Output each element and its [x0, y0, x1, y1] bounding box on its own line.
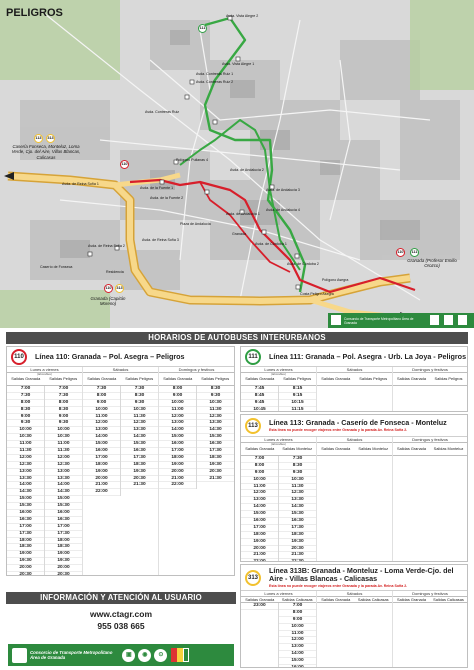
departure-time: 16:00 [45, 510, 82, 517]
destination-granada-right: Granada (Profesor Emilio Orozco) [407, 258, 457, 269]
departure-time: 11:30 [7, 448, 44, 455]
departure-time: 19:00 [241, 539, 278, 546]
section-info: INFORMACIÓN Y ATENCIÓN AL USUARIO [6, 592, 236, 604]
col-salidas-peligros: Salidas Peligros [45, 376, 83, 386]
line-113-title: Línea 113: Granada - Caserío de Fonseca - Monteluz [269, 418, 447, 428]
departure-time: 21:00 [83, 482, 120, 489]
sab-heading: Sábados [317, 437, 392, 443]
line-111-title: Línea 111: Granada – Pol. Asegra - Urb. La Joya - Peligros [269, 351, 467, 361]
departure-time: 18:30 [7, 544, 44, 551]
departure-time: 10:15 [279, 400, 316, 407]
departure-time: 13:30 [121, 427, 158, 434]
map-label-avda-contreras-ruiz: Avda. Contreras Ruiz [145, 110, 180, 114]
consorcio-map-text: Consorcio de Transporte Metropolitano Área de Granada [344, 317, 414, 325]
line-111-panel [240, 346, 468, 412]
departure-time: 12:30 [197, 414, 234, 421]
town-title: PELIGROS [6, 7, 63, 19]
badge-110-map-bottom: 110 [104, 284, 113, 293]
departure-time: 22:00 [241, 559, 278, 562]
departure-time: 8:30 [45, 407, 82, 414]
departure-time: 9:45 [241, 400, 278, 407]
col-salidas-granada: Salidas Granada [7, 376, 45, 386]
map-label-fuente-1: Avda. de la Fuente 1 [140, 186, 174, 190]
departure-time: 14:00 [45, 482, 82, 489]
departure-time: 14:00 [279, 651, 316, 658]
line-113-badge: 113 [245, 418, 261, 434]
departure-time: 15:00 [279, 658, 316, 665]
col-salidas-granada: Salidas Granada [241, 376, 279, 386]
col-salidas-peligros: Salidas Peligros [355, 376, 393, 386]
departure-time: 20:30 [279, 546, 316, 553]
departure-time: 9:30 [7, 420, 44, 427]
sab-heading: Sábados [317, 591, 392, 597]
departure-time: 17:00 [83, 455, 120, 462]
col-salidas-granada: Salidas Granada [159, 376, 197, 386]
col-salidas-peligros: Salidas Peligros [121, 376, 159, 386]
departure-time: 15:00 [45, 496, 82, 503]
departure-time: 7:30 [83, 386, 120, 393]
departure-time: 13:30 [7, 476, 44, 483]
line-110-dom-peligros [197, 386, 234, 489]
departure-time: 8:30 [121, 393, 158, 400]
departure-time: 8:30 [197, 386, 234, 393]
departure-time: 12:00 [7, 455, 44, 462]
departure-time: 7:30 [7, 393, 44, 400]
departure-time: 10:00 [159, 400, 196, 407]
departure-time: 9:00 [279, 617, 316, 624]
departure-time: 18:30 [197, 455, 234, 462]
departure-time: 11:00 [83, 414, 120, 421]
departure-time: 11:30 [197, 407, 234, 414]
departure-time: 17:00 [159, 448, 196, 455]
departure-time: 14:00 [7, 482, 44, 489]
departure-time: 20:00 [83, 476, 120, 483]
departure-time: 9:30 [197, 393, 234, 400]
departure-time: 18:00 [159, 455, 196, 462]
website-link[interactable]: www.ctagr.com [89, 609, 153, 619]
departure-time: 22:00 [159, 482, 196, 489]
map-label-granada: Granada [232, 232, 246, 236]
line-113-lv-granada [241, 456, 279, 562]
departure-time: 13:00 [7, 469, 44, 476]
departure-time: 8:00 [45, 400, 82, 407]
line-313-title: Línea 313B: Granada - Monteluz - Loma Verde-Cjo. del Aire - Villas Blancas - Calicasas [269, 566, 454, 583]
departure-time: 16:30 [279, 518, 316, 525]
col-salidas-peligros: Salidas Peligros [430, 376, 467, 386]
departure-time: 16:30 [45, 517, 82, 524]
info-box [6, 606, 236, 666]
departure-time: 17:00 [45, 524, 82, 531]
route-map [0, 0, 474, 328]
line-111-badge: 111 [245, 349, 261, 365]
map-label-poligono: Polígono Pulianas 4 [176, 158, 208, 162]
departure-time: 15:30 [121, 441, 158, 448]
departure-time: 19:00 [45, 551, 82, 558]
departure-time: 23:00 [241, 603, 278, 610]
departure-time: 9:15 [279, 393, 316, 400]
lv-heading: Lunes a viernes [241, 437, 316, 443]
departure-time: 10:30 [45, 434, 82, 441]
lv-heading: Lunes a viernes [7, 367, 82, 373]
departure-time: 8:30 [279, 463, 316, 470]
departure-time: 14:30 [45, 489, 82, 496]
sab-heading: Sábados [83, 367, 158, 373]
line-113-header [241, 415, 467, 437]
departure-time: 15:30 [279, 511, 316, 518]
map-label-cordoba: Avda. de Córdoba 1 [255, 242, 287, 246]
departure-time: 9:30 [121, 400, 158, 407]
departure-time: 19:30 [7, 558, 44, 565]
line-111-table [241, 367, 467, 412]
departure-time: 8:45 [241, 393, 278, 400]
col-salidas-granada: Salidas Granada [317, 597, 355, 603]
departure-time: 22:30 [279, 559, 316, 562]
badge-313-map: 313 [46, 134, 55, 143]
consorcio-line-2: Área de Granada [30, 655, 66, 660]
badge-111-map-top: 111 [198, 24, 207, 33]
departure-time: 10:00 [83, 407, 120, 414]
departure-time: 15:00 [83, 441, 120, 448]
departure-time: 9:00 [241, 470, 278, 477]
lv-heading: Lunes a viernes [241, 367, 316, 373]
line-110-panel [6, 346, 235, 576]
col-salidas-granada: Salidas Granada [317, 446, 355, 456]
departure-time: 12:00 [241, 490, 278, 497]
col-salidas-granada: Salidas Granada [393, 597, 430, 603]
departure-time: 10:30 [121, 407, 158, 414]
departure-time: 21:00 [159, 476, 196, 483]
departure-time: 9:30 [45, 420, 82, 427]
departure-time: 9:00 [45, 414, 82, 421]
departure-time: 10:30 [197, 400, 234, 407]
departure-time: 18:00 [45, 538, 82, 545]
departure-time: 15:30 [45, 503, 82, 510]
departure-time: 13:00 [45, 469, 82, 476]
departure-time: 14:00 [83, 434, 120, 441]
badge-110-map-right: 110 [396, 248, 405, 257]
departure-time: 16:00 [7, 510, 44, 517]
departure-time: 19:00 [159, 462, 196, 469]
col-salidas-peligros: Salidas Peligros [197, 376, 235, 386]
consorcio-logo-icon [12, 648, 27, 663]
departure-time: 15:30 [197, 434, 234, 441]
departure-time: 7:00 [241, 456, 278, 463]
departure-time: 19:30 [279, 539, 316, 546]
departure-time: 11:30 [279, 484, 316, 491]
departure-time: 12:00 [279, 637, 316, 644]
departure-time: 16:00 [279, 665, 316, 668]
consorcio-line-1: Consorcio de Transporte Metropolitano [30, 649, 113, 655]
laborables-heading: (laborables) [271, 442, 286, 446]
map-label-residencia: Residencia [106, 270, 124, 274]
line-110-lv-granada [7, 386, 45, 576]
col-salidas-monteluz: Salidas Monteluz [355, 446, 393, 456]
departure-time: 10:00 [7, 427, 44, 434]
bike-icon: ⊙ [154, 649, 167, 662]
departure-time: 17:00 [241, 525, 278, 532]
departure-time: 10:00 [45, 427, 82, 434]
departure-time: 7:30 [45, 393, 82, 400]
departure-time: 10:30 [7, 434, 44, 441]
flag-stripe-green [183, 648, 189, 662]
section-horarios: HORARIOS DE AUTOBUSES INTERURBANOS [6, 332, 468, 344]
map-label-fonseca: Caserío de Fonseca [40, 265, 73, 269]
line-110-title: Línea 110: Granada – Pol. Asegra – Peligros [35, 351, 185, 361]
badge-113-map: 113 [34, 134, 43, 143]
departure-time: 16:00 [83, 448, 120, 455]
dom-heading: Domingos y festivos [393, 437, 467, 443]
departure-time: 14:30 [279, 504, 316, 511]
departure-time: 18:30 [121, 462, 158, 469]
line-313-panel [240, 564, 468, 668]
departure-time: 8:00 [159, 386, 196, 393]
destination-granada: Granada (Capitán Moreno) [90, 296, 126, 307]
map-label-costa: Costa Peligro Asegra [300, 292, 334, 296]
departure-time: 13:00 [159, 420, 196, 427]
lv-heading: Lunes a viernes [241, 591, 316, 597]
departure-time: 11:30 [45, 448, 82, 455]
departure-time: 11:00 [279, 631, 316, 638]
consorcio-logo-bar [8, 644, 234, 666]
departure-time: 12:30 [45, 462, 82, 469]
map-label-andalucia-3: Avda. de Andalucía 3 [266, 188, 300, 192]
map-label-contreras-ruiz-2: Avda. Contreras Ruiz 2 [196, 80, 234, 84]
departure-time: 8:00 [241, 463, 278, 470]
departure-time: 20:30 [197, 469, 234, 476]
departure-time: 7:00 [279, 603, 316, 610]
departure-time: 13:00 [241, 497, 278, 504]
badge-110-map: 110 [120, 160, 129, 169]
departure-time: 18:00 [241, 532, 278, 539]
departure-time: 18:30 [45, 544, 82, 551]
map-label-plaza-andalucia: Plaza de Andalucía [180, 222, 211, 226]
col-salidas-granada: Salidas Granada [317, 376, 355, 386]
departure-time: 10:00 [241, 477, 278, 484]
map-label-vista-alegre-1: Avda. Vista Alegre 1 [222, 62, 255, 66]
departure-time: 7:30 [279, 456, 316, 463]
line-110-sab-granada [83, 386, 121, 496]
departure-time: 8:00 [7, 400, 44, 407]
map-label-reina-sofia-3: Avda. de Reina Sofía 3 [142, 238, 179, 242]
map-label-fuente-2: Avda. de la Fuente 2 [150, 196, 184, 200]
line-110-lv-peligros [45, 386, 82, 576]
map-label-reina-sofia-1: Avda. de Reina Sofía 1 [62, 182, 99, 186]
departure-time: 16:30 [7, 517, 44, 524]
col-salidas-monteluz: Salidas Monteluz [279, 446, 317, 456]
departure-time: 7:00 [7, 386, 44, 393]
col-salidas-peligros: Salidas Peligros [279, 376, 317, 386]
departure-time: 9:00 [159, 393, 196, 400]
map-label-reina-sofia-2: Avda. de Reina Sofía 2 [88, 244, 125, 248]
metro-icon: ◉ [138, 649, 151, 662]
col-salidas-calicasas: Salidas Calicasas [430, 597, 467, 603]
departure-time: 20:00 [159, 469, 196, 476]
departure-time: 14:00 [241, 504, 278, 511]
col-salidas-calicasas: Salidas Calicasas [279, 597, 317, 603]
departure-time: 17:30 [121, 455, 158, 462]
departure-time: 11:00 [45, 441, 82, 448]
departure-time: 17:30 [45, 531, 82, 538]
col-salidas-granada: Salidas Granada [241, 597, 279, 603]
departure-time: 19:30 [121, 469, 158, 476]
departure-time: 17:30 [197, 448, 234, 455]
departure-time: 16:00 [241, 518, 278, 525]
departure-time: 19:30 [45, 558, 82, 565]
departure-time: 19:30 [197, 462, 234, 469]
departure-time: 19:00 [7, 551, 44, 558]
map-label-andalucia-2: Avda. de Andalucía 2 [230, 168, 264, 172]
line-113-panel [240, 414, 468, 562]
line-111-lv-granada [241, 386, 279, 412]
map-label-poligono-asegra: Polígono Asegra [322, 278, 349, 282]
line-110-dom-granada [159, 386, 197, 489]
col-salidas-calicasas: Salidas Calicasas [355, 597, 393, 603]
line-313-note: Esta línea no puede recoger viajeros entre Granada y la parada Av. Reina Sofía 2. [269, 583, 408, 588]
line-313-badge: 313 [245, 570, 261, 586]
badge-111-map-right: 111 [410, 248, 419, 257]
departure-time: 14:30 [197, 427, 234, 434]
departure-time: 17:30 [279, 525, 316, 532]
departure-time: 12:00 [83, 420, 120, 427]
departure-time: 13:30 [197, 420, 234, 427]
departure-time: 14:00 [159, 427, 196, 434]
departure-time: 8:15 [279, 386, 316, 393]
departure-time: 22:00 [83, 489, 120, 496]
departure-time: 20:00 [45, 565, 82, 572]
sab-heading: Sábados [317, 367, 392, 373]
departure-time: 15:30 [7, 503, 44, 510]
line-113-lv-monteluz [279, 456, 316, 562]
departure-time: 7:45 [241, 386, 278, 393]
departure-time: 20:30 [45, 572, 82, 576]
line-110-badge: 110 [11, 349, 27, 365]
departure-time: 16:30 [197, 441, 234, 448]
departure-time: 21:30 [121, 482, 158, 489]
line-313-header [241, 565, 467, 591]
col-salidas-monteluz: Salidas Monteluz [430, 446, 467, 456]
departure-time: 11:30 [121, 414, 158, 421]
departure-time: 18:00 [7, 538, 44, 545]
departure-time: 18:00 [83, 462, 120, 469]
line-111-lv-peligros [279, 386, 316, 412]
laborables-heading: (laborables) [37, 372, 52, 376]
line-313-lv-granada [241, 603, 279, 668]
departure-time: 21:00 [241, 552, 278, 559]
dom-heading: Domingos y festivos [393, 367, 467, 373]
departure-time: 15:00 [7, 496, 44, 503]
departure-time: 20:30 [7, 572, 44, 576]
departure-time: 8:30 [7, 407, 44, 414]
consorcio-logo-text [30, 650, 112, 660]
departure-time: 14:30 [121, 434, 158, 441]
departure-time: 10:30 [279, 477, 316, 484]
line-113-note: Esta línea no puede recoger viajeros entre Granada y la parada Av. Reina Sofía 2. [269, 427, 408, 432]
departure-time: 10:45 [241, 407, 278, 412]
departure-time: 13:30 [279, 497, 316, 504]
departure-time: 12:30 [279, 490, 316, 497]
map-label-andalucia-1: Avda. de Andalucía 1 [226, 212, 260, 216]
departure-time: 11:00 [159, 407, 196, 414]
destination-left: Casería Fonseca, Monteluz, Loma Verde, Cjo. del Aire, Villas Blancas, Calicasas [11, 144, 81, 160]
departure-time: 18:30 [279, 532, 316, 539]
departure-time: 20:00 [241, 546, 278, 553]
departure-time: 8:00 [83, 393, 120, 400]
map-label-vista-alegre-2: Avda. Vista Alegre 2 [226, 14, 259, 18]
departure-time: 14:30 [7, 489, 44, 496]
departure-time: 7:30 [121, 386, 158, 393]
departure-time: 11:00 [241, 484, 278, 491]
departure-time: 12:00 [45, 455, 82, 462]
departure-time: 21:30 [197, 476, 234, 483]
map-graphic [0, 0, 474, 328]
departure-time: 9:00 [7, 414, 44, 421]
line-110-table [7, 367, 234, 576]
departure-time: 16:30 [121, 448, 158, 455]
bus-icon: ▣ [122, 649, 135, 662]
line-313-table [241, 591, 467, 668]
dom-heading: Domingos y festivos [393, 591, 467, 597]
line-113-table [241, 437, 467, 562]
departure-time: 10:00 [279, 624, 316, 631]
line-110-sab-peligros [121, 386, 158, 496]
departure-time: 17:00 [7, 524, 44, 531]
departure-time: 11:15 [279, 407, 316, 412]
line-111-header [241, 347, 467, 367]
departure-time: 19:00 [83, 469, 120, 476]
departure-time: 13:30 [45, 476, 82, 483]
line-313-lv-calicasas [279, 603, 316, 668]
departure-time: 15:00 [159, 434, 196, 441]
map-label-cordoba-2: Avda. de Córdoba 2 [287, 262, 319, 266]
departure-time: 20:00 [7, 565, 44, 572]
departure-time: 13:00 [279, 644, 316, 651]
departure-time: 9:30 [279, 470, 316, 477]
laborables-heading: (laborables) [271, 372, 286, 376]
departure-time: 9:00 [83, 400, 120, 407]
col-salidas-granada: Salidas Granada [393, 376, 430, 386]
departure-time: 13:00 [83, 427, 120, 434]
col-salidas-granada: Salidas Granada [393, 446, 430, 456]
departure-time: 17:30 [7, 531, 44, 538]
line-110-header [7, 347, 234, 367]
dom-heading: Domingos y festivos [159, 367, 234, 373]
departure-time: 12:30 [121, 420, 158, 427]
departure-time: 20:30 [121, 476, 158, 483]
map-label-andalucia-4: Avda. de Andalucía 4 [266, 208, 300, 212]
departure-time: 12:00 [159, 414, 196, 421]
phone-number[interactable]: 955 038 665 [97, 621, 145, 631]
col-salidas-granada: Salidas Granada [83, 376, 121, 386]
departure-time: 16:00 [159, 441, 196, 448]
departure-time: 15:00 [241, 511, 278, 518]
badge-313-map-bottom: 313 [115, 284, 124, 293]
departure-time: 7:00 [45, 386, 82, 393]
departure-time: 21:30 [279, 552, 316, 559]
col-salidas-granada: Salidas Granada [241, 446, 279, 456]
departure-time: 8:00 [279, 610, 316, 617]
map-label-contreras-ruiz-1: Avda. Contreras Ruiz 1 [196, 72, 234, 76]
departure-time: 12:30 [7, 462, 44, 469]
departure-time: 11:00 [7, 441, 44, 448]
